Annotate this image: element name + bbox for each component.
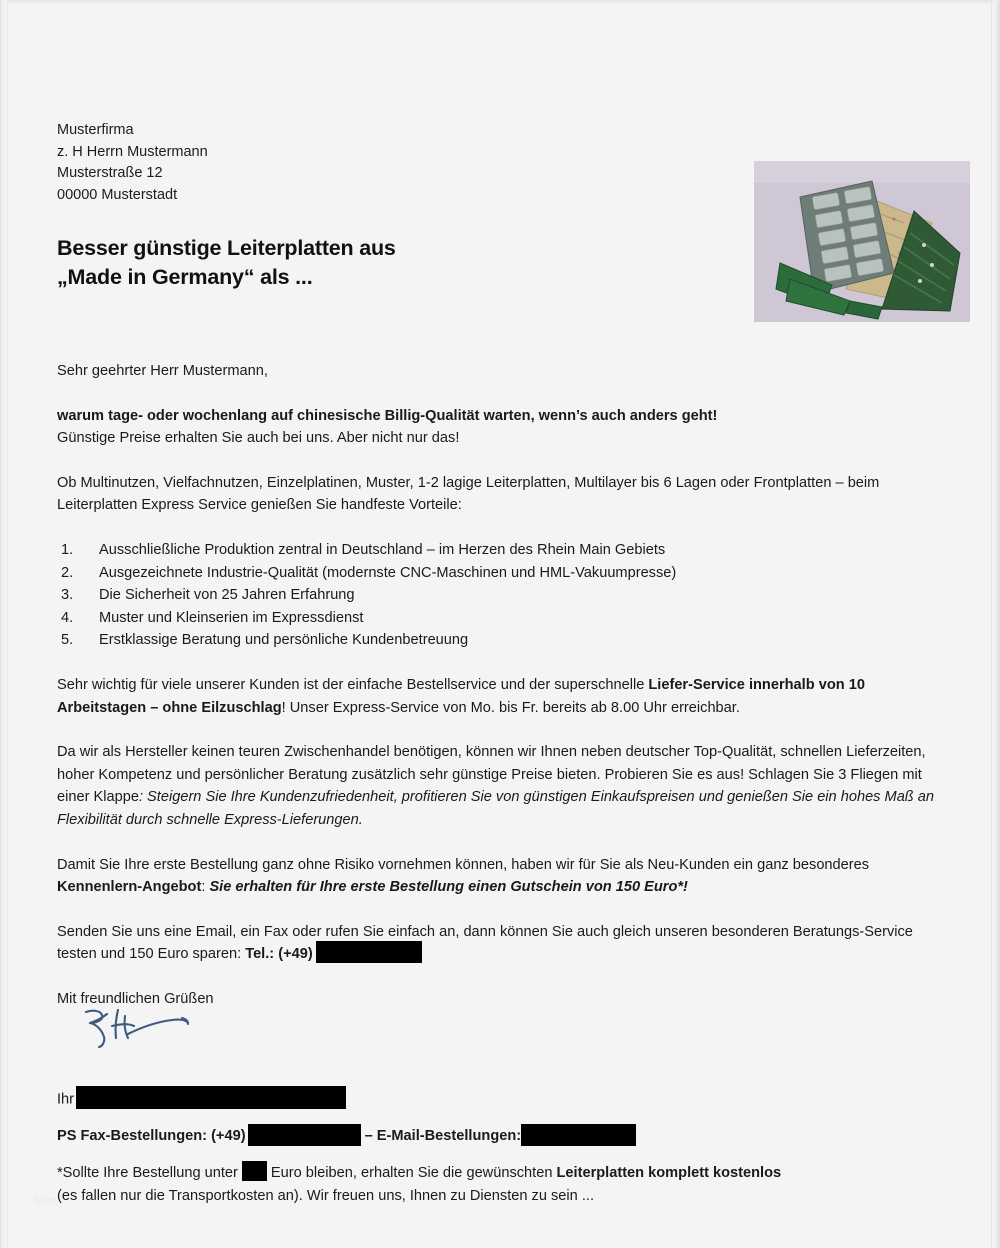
redaction-bar-amount — [242, 1161, 267, 1181]
offer-intro-paragraph: Ob Multinutzen, Vielfachnutzen, Einzelplatinen, Muster, 1-2 lagige Leiterplatten, Multilayer bis 6 Lagen oder Frontplatten – beim Leiterplatten Express Service genießen Sie handfeste Vorteile: — [57, 474, 880, 514]
redaction-bar-sender-name — [76, 1086, 346, 1109]
service-part-1: Sehr wichtig für viele unserer Kunden ist der einfache Bestellservice und der superschnelle — [57, 676, 649, 693]
offer-bold-label: Kennenlern-Angebot — [57, 879, 202, 896]
address-line-attention: z. H Herrn Mustermann — [57, 143, 208, 160]
address-line-city: 00000 Musterstadt — [57, 186, 178, 203]
service-bold-highlight: Liefer-Service innerhalb von 10 Arbeitstagen – ohne Eilzuschlag — [57, 676, 865, 716]
scan-edge-left — [0, 0, 6, 1248]
headline-line-1: Besser günstige Leiterplatten aus — [57, 236, 396, 260]
pcb-photo-illustration — [754, 161, 970, 322]
benefit-item-4: Muster und Kleinserien im Expressdienst — [99, 609, 364, 626]
service-part-2: ! Unser Express-Service von Mo. bis Fr. bereits ab 8.00 Uhr erreichbar. — [281, 699, 740, 716]
offer-paragraph — [57, 854, 947, 899]
manufacturer-part-1: Da wir als Hersteller keinen teuren Zwischenhandel benötigen, können wir Ihnen neben deutscher Top-Qualität, schnellen Lieferzeiten, hoher Kompetenz und persönlicher Beratung zusätzlich sehr günstige Preise bieten. Probieren Sie es aus! Schlagen Sie 3 Fliegen mit einer Klappe — [57, 744, 926, 806]
page-watermark: blog — [34, 1192, 58, 1207]
manufacturer-italic-highlight: : Steigern Sie Ihre Kundenzufriedenheit, profitieren Sie von günstigen Einkaufspreisen und genießen Sie ein hohes Maß an Flexibilität durch schnelle Express-Lieferungen. — [57, 789, 935, 828]
closing-greeting: Mit freundlichen Grüßen — [57, 990, 214, 1007]
intro-bold-text: warum tage- oder wochenlang auf chinesische Billig-Qualität warten, wenn’s auch anders geht! — [57, 407, 718, 424]
pcb-photo — [754, 161, 970, 322]
letter-headline — [57, 234, 396, 292]
redaction-bar-phone — [316, 941, 422, 963]
scan-edge-right-line — [991, 0, 992, 1248]
signature-prefix: Ihr — [57, 1091, 75, 1108]
ps-fax-label: PS Fax-Bestellungen: (+49) — [57, 1128, 246, 1145]
contact-paragraph — [57, 921, 947, 966]
benefits-list — [57, 539, 947, 652]
scan-edge-right — [993, 0, 1000, 1248]
ps-line — [57, 1125, 947, 1148]
signature-icon — [78, 1004, 208, 1054]
benefit-item-2: Ausgezeichnete Industrie-Qualität (modernste CNC-Maschinen und HML-Vakuumpresse) — [99, 564, 677, 581]
benefit-item-5: Erstklassige Beratung und persönliche Kundenbetreuung — [99, 632, 469, 649]
offer-part-1: Damit Sie Ihre erste Bestellung ganz ohne Risiko vornehmen können, haben wir für Sie als Neu-Kunden ein ganz besonderes — [57, 856, 870, 873]
salutation: Sehr geehrter Herr Mustermann, — [57, 363, 268, 379]
letter-body — [57, 360, 947, 1207]
redaction-bar-fax — [248, 1124, 361, 1146]
benefit-item-1: Ausschließliche Produktion zentral in Deutschland – im Herzen des Rhein Main Gebiets — [99, 541, 666, 558]
ps-email-separator: – E-Mail-Bestellungen: — [364, 1128, 522, 1145]
address-line-company: Musterfirma — [57, 122, 134, 138]
intro-bold-line — [57, 405, 947, 428]
benefit-item-3: Die Sicherheit von 25 Jahren Erfahrung — [99, 587, 355, 604]
offer-part-2: : — [201, 879, 210, 896]
ps-email-label — [361, 1128, 522, 1144]
service-paragraph — [57, 674, 947, 719]
handwritten-signature — [78, 1004, 208, 1054]
signature-name-line — [57, 1088, 947, 1111]
contact-phone-label: Tel.: (+49) — [245, 946, 313, 963]
footnote — [57, 1162, 947, 1207]
intro-plain-line: Günstige Preise erhalten Sie auch bei uns. Aber nicht nur das! — [57, 430, 460, 447]
footnote-part-2: Euro bleiben, erhalten Sie die gewünschten — [270, 1165, 557, 1182]
footnote-part-3: (es fallen nur die Transportkosten an). Wir freuen uns, Ihnen zu Diensten zu sein ... — [57, 1187, 595, 1204]
manufacturer-paragraph — [57, 741, 947, 831]
redaction-bar-email — [521, 1124, 636, 1146]
address-line-street: Musterstraße 12 — [57, 165, 163, 181]
scan-edge-top — [0, 0, 1000, 5]
scan-edge-left-line — [7, 0, 8, 1248]
contact-part-1: Senden Sie uns eine Email, ein Fax oder rufen Sie einfach an, dann können Sie auch gleich unseren besonderen Beratungs-Service testen und 150 Euro sparen: — [57, 923, 913, 963]
headline-line-2: „Made in Germany“ als ... — [57, 265, 313, 289]
footnote-part-1: *Sollte Ihre Bestellung unter — [57, 1165, 238, 1182]
offer-bold-italic-highlight: Sie erhalten für Ihre erste Bestellung einen Gutschein von 150 Euro*! — [209, 879, 688, 896]
recipient-address-block — [57, 120, 208, 206]
footnote-bold-highlight: Leiterplatten komplett kostenlos — [556, 1165, 782, 1182]
